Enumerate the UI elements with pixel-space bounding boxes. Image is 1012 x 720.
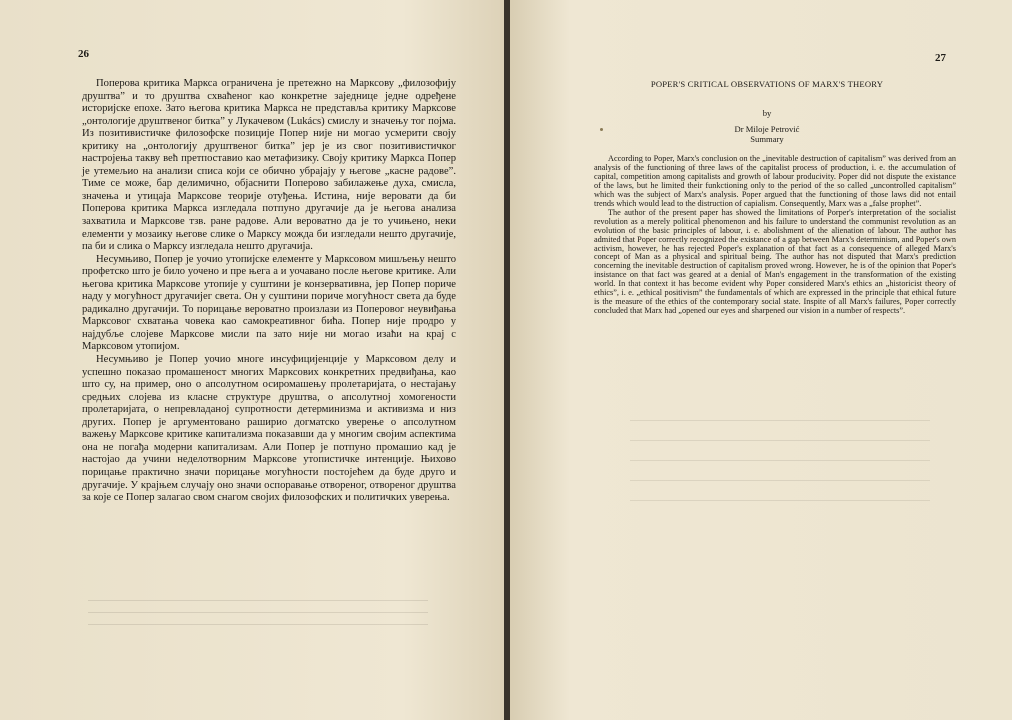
article-title: POPER'S CRITICAL OBSERVATIONS OF MARX'S THEORY (650, 79, 884, 89)
paragraph: The author of the present paper has showed the limitations of Porper's interpretation of the socialist revolution as a merely political phenomenon and his failure to understand the communist revolution as an evolution of the basic principles of labour, i. e. abolishment of the alienation of labour. The author has admited that Poper correctly recognized the existance of a gap between Marx's determinism, and Poper's own activism, however, he has rejected Poper's explanation of that fact as a consequence of alleged Marx's concept of Man as a physical and spiritual being. The author has not disputed that Marx's prediction concerning the inevitable destruction of capitalism proved wrong. However, he is of the opinion that Poper's insistance on that fact was geared at a denial of Man's engagement in the transformation of the existing world. In that context it has become evident why Poper considered Marx's ethics an „historicist theory of ethics”, i. e. „ethical positivism” the fundamentals of which are expressed in the principle that ethical future is the measure of the ethics of the contemporary social state. Inspite of all Marx's failures, Poper correctly concluded that Marx had „opened our eyes and sharpened our vision in a number of respects”. (594, 207, 956, 316)
paragraph: Несумњиво, Попер је уочио утопијске елементе у Марксовом мишљењу нешто профетско што је било уочено и пре њега а и уочавано после његове критике. Али његова критика Марксове утопије у суштини је конзервативна, јер Попер пориче наду у могућност другачијег света. Он у суштини пориче могућност света да буде радикално другачији. То порицање вероватно произлази из Поперовог неувиђања Марксовог схватања човека као самокреативног бића. Попер није продро у најдубље слојеве Марксове мисли па зато није ни могао изаћи на крај с Марксовом утопијом. (82, 253, 456, 353)
byline: by (762, 108, 772, 118)
left-page (0, 0, 504, 720)
bleed-through-line (630, 480, 930, 481)
summary-text (594, 155, 956, 316)
paragraph: According to Poper, Marx's conclusion on the „inevitable destruction of capitalism” was derived from an analysis of the functioning of three laws of the capitalist process of production, i. e. the accumulation of capital, competition among capitalists and growth of labour producivity. Poper did not dispute the existance of the laws, but he limited their funkctioning only to the period of the so called „uncontrolled capitalism” which was the subject of Marx's analysis. Poper argued that the functioning of those laws did not entail trends which would lead to the distruction of capialism. Consequently, Marx was a „false prophet”. (594, 154, 956, 208)
bleed-through-line (88, 612, 428, 613)
bleed-through-line (88, 600, 428, 601)
page-number: 27 (935, 52, 946, 64)
author-name: Dr Miloje Petrović (734, 124, 800, 134)
bleed-through-line (630, 420, 930, 421)
bleed-through-line (630, 460, 930, 461)
paragraph: Несумњиво је Попер уочио многе инсуфицијенције у Марксовом делу и успешно показао промашеност многих Марксових конкретних предвиђања, као што су, на пример, оно о апсолутном осиромашењу пролетаријата, о нестајању средњих слојева из класне структуре друштва, о апсолутној хомогености пролетаријата, о непревладаној супротности детерминизма и активизма и низ других. Попер је аргументовано раширио догматско уверење о апсолутном важењу Марксове критике капитализма показавши да у многим својим аспектима она не погађа модерни капитализам. Али Попер је потпуно промашио кад је настојао да учини неделотворним Марксове утопистичке интенције. Њихово порицање практично значи порицање могућности постојећем да буде друго и другачије. У крајњем случају оно значи оспоравање отвореног, отвореног друштва за које се Попер залагао свом снагом својих филозофских и политичких уверења. (82, 354, 456, 504)
page-number: 26 (78, 48, 89, 60)
bleed-through-line (630, 440, 930, 441)
bleed-through-line (630, 500, 930, 501)
bleed-through-line (88, 624, 428, 625)
body-text (82, 78, 456, 505)
section-heading: Summary (750, 134, 784, 144)
paragraph: Поперова критика Маркса ограничена је претежно на Марксову „филозофију друштва” и то друштва схваћеног као конкретне заједнице једне одређене историјске епохе. Зато његова критика Маркса не представља критику Марксове „онтологије друштвеног битка” у Лукачевом (Lukács) смислу и значењу тог појма. Из позитивистичке филозофске позиције Попер није ни могао усмерити своју критику на „онтологију друштвеног битка” јер је из свог позитивистичког настројења такву већ претпоставио као метафизику. Своју критику Маркса Попер је утемељио на анализи списа који се обично убрајају у његове „касне радове”. Тиме се може, бар делимично, објаснити Поперово забилажење духа, смисла, значења и утицаја Марксове теорије отуђења. Истина, није веровати да би Поперова критика Маркса изгледала потпуно другачије да је његова анализа захватила и Марксове тзв. ране радове. Али вероватно да је то учињено, неки елементи у мозаику његове слике о Марксу можда би изгледали нешто другачије, па би и слика о Марксу изгледала нешто другачија. (82, 78, 456, 253)
right-page (510, 0, 1012, 720)
